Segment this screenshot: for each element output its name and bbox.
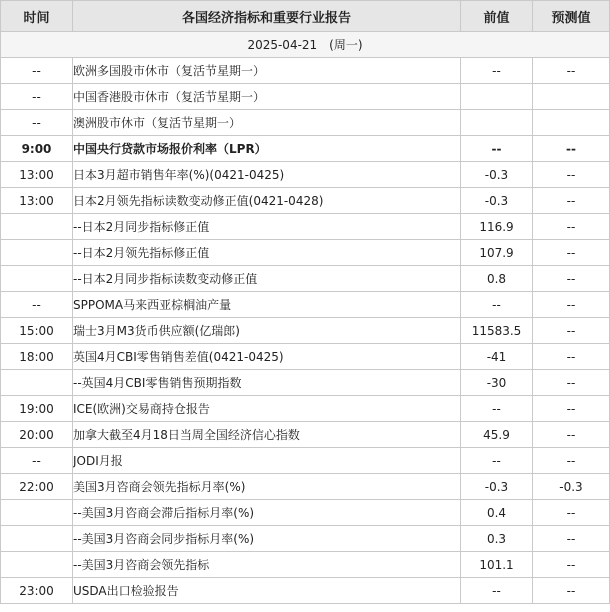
- row-time: 13:00: [1, 188, 73, 214]
- table-row: [1, 448, 610, 474]
- row-time: 23:00: [1, 578, 73, 604]
- row-previous: --: [461, 396, 533, 422]
- row-time: [1, 266, 73, 292]
- row-previous: 0.3: [461, 526, 533, 552]
- table-row: [1, 500, 610, 526]
- row-time: --: [1, 292, 73, 318]
- table-row: [1, 240, 610, 266]
- row-previous: --: [461, 578, 533, 604]
- row-previous: --: [461, 448, 533, 474]
- row-time: [1, 240, 73, 266]
- row-previous: --: [461, 136, 533, 162]
- row-forecast: --: [533, 370, 610, 396]
- table-row: [1, 136, 610, 162]
- date-row: [1, 32, 610, 58]
- row-time: --: [1, 110, 73, 136]
- row-forecast: --: [533, 188, 610, 214]
- row-event: 澳洲股市休市（复活节星期一）: [73, 110, 461, 136]
- row-forecast: --: [533, 266, 610, 292]
- row-previous: -41: [461, 344, 533, 370]
- row-event: 美国3月咨商会领先指标月率(%): [73, 474, 461, 500]
- row-time: [1, 552, 73, 578]
- table-row: [1, 344, 610, 370]
- row-event: --英国4月CBI零售销售预期指数: [73, 370, 461, 396]
- row-event: --日本2月同步指标读数变动修正值: [73, 266, 461, 292]
- row-event: 中国香港股市休市（复活节星期一）: [73, 84, 461, 110]
- row-event: JODI月报: [73, 448, 461, 474]
- row-event: --日本2月领先指标修正值: [73, 240, 461, 266]
- row-forecast: [533, 110, 610, 136]
- row-time: [1, 526, 73, 552]
- row-event: 日本2月领先指标读数变动修正值(0421-0428): [73, 188, 461, 214]
- row-previous: 116.9: [461, 214, 533, 240]
- row-event: --美国3月咨商会滞后指标月率(%): [73, 500, 461, 526]
- row-time: 19:00: [1, 396, 73, 422]
- row-time: [1, 500, 73, 526]
- row-event: ICE(欧洲)交易商持仓报告: [73, 396, 461, 422]
- row-forecast: --: [533, 344, 610, 370]
- table-row: [1, 188, 610, 214]
- row-forecast: -0.3: [533, 474, 610, 500]
- date-label: 2025-04-21 (周一): [1, 32, 610, 58]
- row-previous: 107.9: [461, 240, 533, 266]
- table-row: [1, 292, 610, 318]
- table-row: [1, 578, 610, 604]
- header-time: 时间: [1, 1, 73, 32]
- row-previous: 11583.5: [461, 318, 533, 344]
- row-event: USDA出口检验报告: [73, 578, 461, 604]
- table-row: [1, 214, 610, 240]
- row-forecast: --: [533, 292, 610, 318]
- row-event: 英国4月CBI零售销售差值(0421-0425): [73, 344, 461, 370]
- row-time: --: [1, 58, 73, 84]
- row-previous: -30: [461, 370, 533, 396]
- row-event: 加拿大截至4月18日当周全国经济信心指数: [73, 422, 461, 448]
- table-row: [1, 318, 610, 344]
- row-event: 中国央行贷款市场报价利率（LPR）: [73, 136, 461, 162]
- table-row: [1, 84, 610, 110]
- row-time: --: [1, 448, 73, 474]
- row-forecast: --: [533, 422, 610, 448]
- table-row: [1, 396, 610, 422]
- row-event: 日本3月超市销售年率(%)(0421-0425): [73, 162, 461, 188]
- table-row: [1, 526, 610, 552]
- row-forecast: --: [533, 526, 610, 552]
- row-event: --日本2月同步指标修正值: [73, 214, 461, 240]
- row-time: 9:00: [1, 136, 73, 162]
- row-forecast: [533, 84, 610, 110]
- table-row: [1, 110, 610, 136]
- row-previous: --: [461, 292, 533, 318]
- header-previous: 前值: [461, 1, 533, 32]
- row-forecast: --: [533, 500, 610, 526]
- row-time: 15:00: [1, 318, 73, 344]
- row-previous: 0.4: [461, 500, 533, 526]
- row-event: 瑞士3月M3货币供应额(亿瑞郎): [73, 318, 461, 344]
- row-event: SPPOMA马来西亚棕榈油产量: [73, 292, 461, 318]
- table-row: [1, 422, 610, 448]
- row-previous: 45.9: [461, 422, 533, 448]
- row-forecast: --: [533, 58, 610, 84]
- table-row: [1, 552, 610, 578]
- row-forecast: --: [533, 240, 610, 266]
- row-event: 欧洲多国股市休市（复活节星期一）: [73, 58, 461, 84]
- header-forecast: 预测值: [533, 1, 610, 32]
- row-forecast: --: [533, 318, 610, 344]
- row-previous: [461, 110, 533, 136]
- table-row: [1, 474, 610, 500]
- row-time: [1, 214, 73, 240]
- row-previous: [461, 84, 533, 110]
- row-forecast: --: [533, 162, 610, 188]
- table-row: [1, 370, 610, 396]
- row-forecast: --: [533, 214, 610, 240]
- row-previous: -0.3: [461, 162, 533, 188]
- row-time: 13:00: [1, 162, 73, 188]
- table-row: [1, 266, 610, 292]
- row-time: --: [1, 84, 73, 110]
- row-time: [1, 370, 73, 396]
- header-title: 各国经济指标和重要行业报告: [73, 1, 461, 32]
- row-event: --美国3月咨商会领先指标: [73, 552, 461, 578]
- row-forecast: --: [533, 396, 610, 422]
- header-row: [1, 1, 610, 32]
- row-forecast: --: [533, 448, 610, 474]
- row-event: --美国3月咨商会同步指标月率(%): [73, 526, 461, 552]
- row-forecast: --: [533, 136, 610, 162]
- row-previous: 101.1: [461, 552, 533, 578]
- table-row: [1, 162, 610, 188]
- row-previous: -0.3: [461, 474, 533, 500]
- row-forecast: --: [533, 552, 610, 578]
- row-time: 22:00: [1, 474, 73, 500]
- row-forecast: --: [533, 578, 610, 604]
- row-time: 18:00: [1, 344, 73, 370]
- table-row: [1, 58, 610, 84]
- row-time: 20:00: [1, 422, 73, 448]
- row-previous: 0.8: [461, 266, 533, 292]
- row-previous: --: [461, 58, 533, 84]
- row-previous: -0.3: [461, 188, 533, 214]
